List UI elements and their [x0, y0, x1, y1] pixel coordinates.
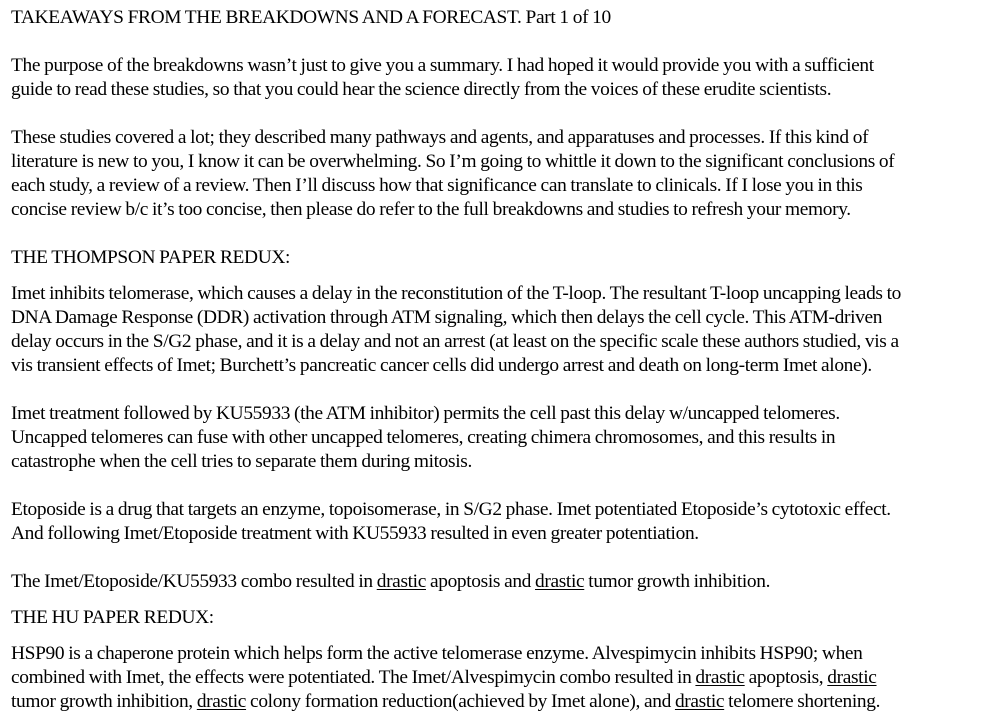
paragraph-line: each study, a review of a review. Then I’ll discuss how that significance can translate to clinicals. If I lose you in this — [11, 175, 863, 196]
paragraph-line: Uncapped telomeres can fuse with other uncapped telomeres, creating chimera chromosomes, and this results in — [11, 427, 836, 448]
text-run: apoptosis, — [744, 667, 828, 688]
paragraph-line: Etoposide is a drug that targets an enzyme, topoisomerase, in S/G2 phase. Imet potentiated Etoposide’s cytotoxic effect. — [11, 499, 891, 520]
section-heading: THE HU PAPER REDUX: — [11, 607, 214, 628]
paragraph-line: guide to read these studies, so that you could hear the science directly from the voices of these erudite scientists. — [11, 79, 832, 100]
underlined-emphasis: drastic — [196, 691, 247, 712]
text-run: apoptosis and — [425, 571, 536, 592]
text-run: The Imet/Etoposide/KU55933 combo resulted in — [11, 571, 377, 592]
hu-paragraph-1 — [11, 642, 996, 714]
paragraph-line: Imet inhibits telomerase, which causes a delay in the reconstitution of the T-loop. The resultant T-loop uncapping leads to — [11, 283, 901, 304]
paragraph-line: These studies covered a lot; they described many pathways and agents, and apparatuses and processes. If this kind of — [11, 127, 869, 148]
thompson-paragraph-4 — [11, 570, 996, 594]
document-title — [11, 6, 996, 30]
title-text: TAKEAWAYS FROM THE BREAKDOWNS AND A FORECAST. Part 1 of 10 — [11, 7, 611, 28]
hu-heading — [11, 606, 996, 630]
underlined-emphasis: drastic — [827, 667, 877, 688]
paragraph-line: The purpose of the breakdowns wasn’t just to give you a summary. I had hoped it would provide you with a sufficient — [11, 55, 874, 76]
thompson-heading — [11, 246, 996, 270]
text-run: colony formation reduction(achieved by Imet alone), and — [246, 691, 675, 712]
underlined-emphasis: drastic — [695, 667, 745, 688]
paragraph-line: concise review b/c it’s too concise, then please do refer to the full breakdowns and studies to refresh your memory. — [11, 199, 851, 220]
paragraph-line — [11, 690, 996, 714]
text-run: tumor growth inhibition. — [584, 571, 771, 592]
paragraph-line — [11, 570, 996, 594]
paragraph-line: vis transient effects of Imet; Burchett’s pancreatic cancer cells did undergo arrest and death on long-term Imet alone). — [11, 355, 872, 376]
thompson-paragraph-1 — [11, 282, 996, 378]
text-run: tumor growth inhibition, — [11, 691, 197, 712]
intro-paragraph-1 — [11, 54, 996, 102]
paragraph-line — [11, 666, 996, 690]
paragraph-line: DNA Damage Response (DDR) activation through ATM signaling, which then delays the cell cycle. This ATM-driven — [11, 307, 883, 328]
text-run: combined with Imet, the effects were potentiated. The Imet/Alvespimycin combo resulted in — [11, 667, 696, 688]
thompson-paragraph-2 — [11, 402, 996, 474]
paragraph-line: literature is new to you, I know it can be overwhelming. So I’m going to whittle it down to the significant conclusions of — [11, 151, 895, 172]
intro-paragraph-2 — [11, 126, 996, 222]
paragraph-line: And following Imet/Etoposide treatment with KU55933 resulted in even greater potentiation. — [11, 523, 699, 544]
underlined-emphasis: drastic — [674, 691, 725, 712]
text-run: telomere shortening. — [724, 691, 881, 712]
underlined-emphasis: drastic — [376, 571, 426, 592]
paragraph-line: delay occurs in the S/G2 phase, and it is a delay and not an arrest (at least on the specific scale these authors studied, vis a — [11, 331, 899, 352]
underlined-emphasis: drastic — [535, 571, 585, 592]
paragraph-line: catastrophe when the cell tries to separate them during mitosis. — [11, 451, 472, 472]
thompson-paragraph-3 — [11, 498, 996, 546]
paragraph-line: HSP90 is a chaperone protein which helps form the active telomerase enzyme. Alvespimycin inhibits HSP90; when — [11, 643, 863, 664]
section-heading: THE THOMPSON PAPER REDUX: — [11, 247, 291, 268]
paragraph-line: Imet treatment followed by KU55933 (the ATM inhibitor) permits the cell past this delay w/uncapped telomeres. — [11, 403, 840, 424]
